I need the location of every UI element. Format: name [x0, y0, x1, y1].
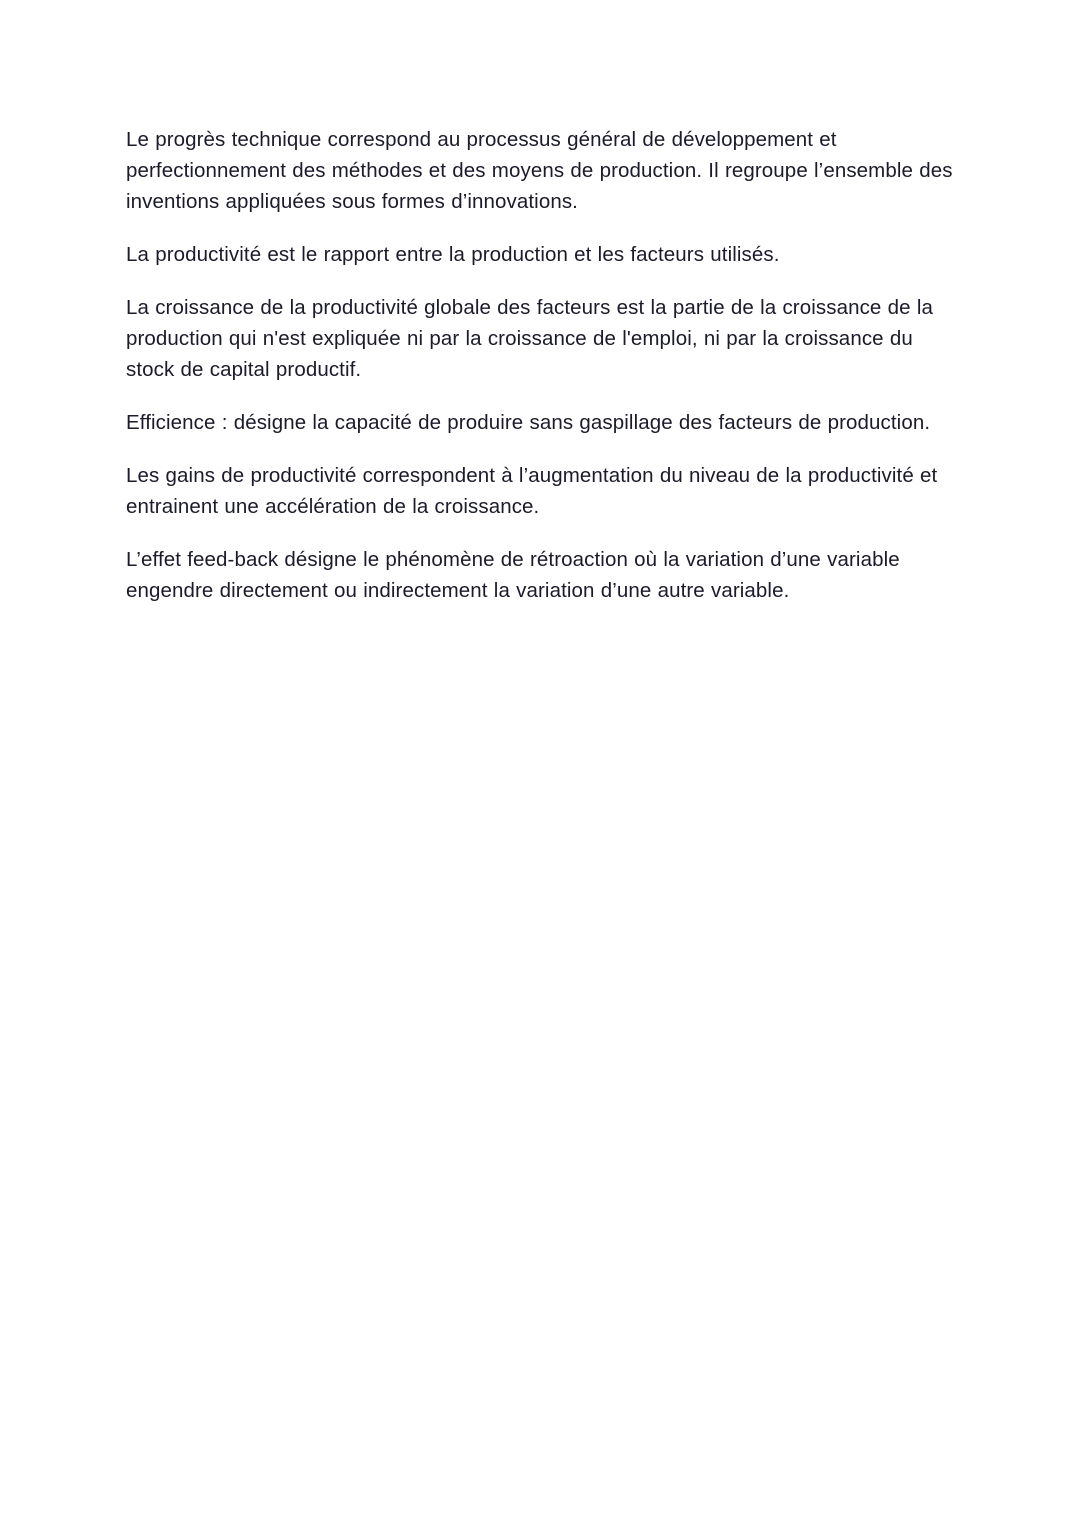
paragraph-productivite: La productivité est le rapport entre la production et les facteurs utilisés. [126, 243, 780, 266]
paragraph-gains-productivite: Les gains de productivité correspondent à l’augmentation du niveau de la productivité et entrainent une accélération de la croissance. [126, 464, 938, 518]
paragraph-efficience: Efficience : désigne la capacité de produire sans gaspillage des facteurs de production. [126, 411, 931, 434]
paragraph-effet-feed-back: L’effet feed-back désigne le phénomène de rétroaction où la variation d’une variable engendre directement ou indirectement la variation d’une autre variable. [126, 548, 900, 602]
document-text-body [126, 124, 956, 606]
paragraph-progres-technique: Le progrès technique correspond au processus général de développement et perfectionnement des méthodes et des moyens de production. Il regroupe l’ensemble des inventions appliquées sous formes d’innovations. [126, 128, 953, 213]
paragraph-croissance-pgf: La croissance de la productivité globale des facteurs est la partie de la croissance de la production qui n'est expliquée ni par la croissance de l'emploi, ni par la croissance du stock de capital productif. [126, 296, 933, 381]
